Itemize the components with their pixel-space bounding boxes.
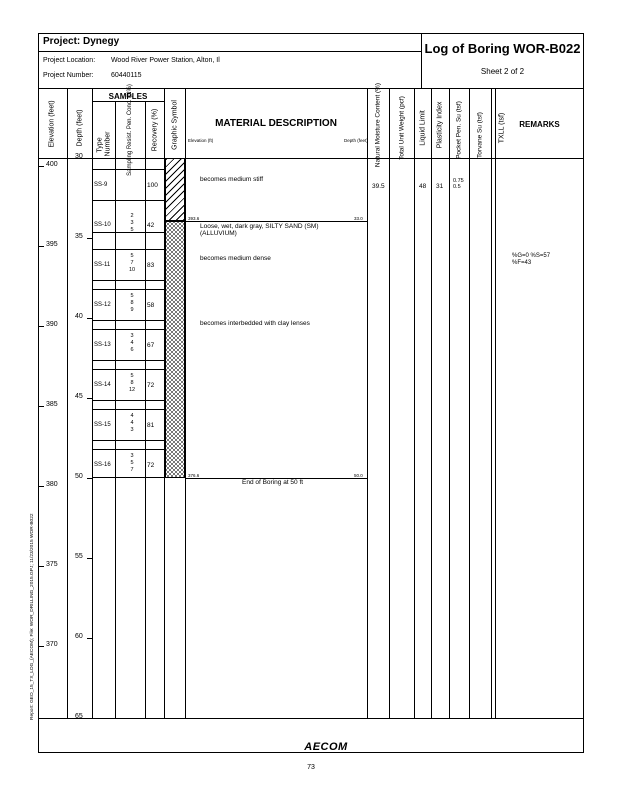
material-description-header: MATERIAL DESCRIPTION [215,118,337,129]
recovery-value: 58 [147,302,155,309]
log-bottom-line [38,718,584,719]
surface-elevation-label: Elevation (ft) [188,138,214,143]
project-number-row [43,72,142,79]
unit-weight-header: Total Unit Weight (pcf) [398,96,406,160]
elev-tick-380: 380 [46,481,58,488]
recovery-value: 83 [147,262,155,269]
blow-counts: 3 4 6 [130,333,134,353]
sample-id: SS-12 [94,302,111,308]
col-line-material [367,88,368,718]
project-location-label: Project Location: [43,57,96,64]
file-path-note: Report: GEO_15_TX_LOG_(AECOM); File: WOR_DRILLING_2015.GPJ; 11/23/2015 WOR-B022 [30,513,35,720]
elev-tick-390: 390 [46,321,58,328]
end-of-boring: End of Boring at 50 ft [242,479,304,486]
col-line-torvane [491,88,492,718]
col-line-pi [449,88,450,718]
elev-tick-mark [39,166,44,167]
description-silty-sand: Loose, wet, dark gray, SILTY SAND (SM) (ALLUVIUM) [200,223,319,237]
recovery-value: 42 [147,222,155,229]
depth-header: Depth (feet) [76,109,84,147]
elev-tick-395: 395 [46,241,58,248]
liquid-limit-value: 48 [419,183,427,190]
pocket-pen-value: 0.75 0.5 [453,178,464,190]
blow-counts: 4 4 3 [130,413,134,433]
type-header: Type [96,137,104,153]
blow-counts: 2 3 5 [130,213,134,233]
depth-tick-mark [87,638,92,639]
col-line-weight [414,88,415,718]
elev-tick-mark [39,406,44,407]
project-name: Dynegy [83,36,120,47]
elev-tick-mark [39,246,44,247]
depth-tick-50: 50 [75,473,83,480]
depth-tick-45: 45 [75,393,83,400]
depth-tick-60: 60 [75,633,83,640]
pocket-pen-header: Pocket Pen. Su (tsf) [455,101,463,159]
remarks-text: %G=0 %S=57 %F=43 [512,253,551,266]
sample-id: SS-10 [94,222,111,228]
number-header: Number [104,131,112,157]
sample-id: SS-15 [94,422,111,428]
col-line-ll [431,88,432,718]
recovery-value: 72 [147,382,155,389]
samples-header: SAMPLES [108,92,148,101]
project-location-value: Wood River Power Station, Alton, Il [110,57,220,64]
description-medium-dense: becomes medium dense [200,255,271,262]
blow-counts: 5 7 10 [128,253,136,273]
stratum-depth: 33.0 [354,216,363,221]
depth-tick-mark [87,478,92,479]
recovery-value: 81 [147,422,155,429]
project-label: Project: [43,36,81,47]
txll-header: TXLL (tsf) [498,112,506,144]
sample-id: SS-14 [94,382,111,388]
stratum-boundary-33 [186,221,367,222]
graphic-symbol-header: Graphic Symbol [171,100,179,150]
recovery-value: 100 [147,182,158,189]
elev-tick-400: 400 [46,161,58,168]
remarks-header: REMARKS [519,120,560,129]
elev-tick-370: 370 [46,641,58,648]
depth-tick-65: 65 [75,713,83,720]
header-divider-left [38,51,421,52]
col-line-moisture [389,88,390,718]
col-line-graphic [185,88,186,718]
col-line-txll [495,88,496,718]
depth-tick-30: 30 [75,153,83,160]
torvane-header: Torvane Su (tsf) [476,112,484,158]
elev-tick-375: 375 [46,561,58,568]
elev-tick-mark [39,566,44,567]
plasticity-index-value: 31 [436,183,444,190]
aecom-logo: AECOM [304,741,348,753]
moisture-header: Natural Moisture Content (%) [374,82,382,168]
elev-tick-mark [39,486,44,487]
stratum-elevation: 376.6 [188,473,200,478]
plasticity-index-header: Plasticity Index [436,101,444,149]
description-medium-stiff: becomes medium stiff [200,176,264,183]
sample-id: SS-11 [94,262,111,268]
project-number-value: 60440115 [110,72,142,79]
project-title [43,36,119,47]
clay-graphic-symbol [165,158,185,221]
project-number-label: Project Number: [43,72,94,79]
recovery-value: 72 [147,462,155,469]
col-line-pocket [469,88,470,718]
project-location-row [43,57,220,64]
header-divider [38,88,584,89]
log-title: Log of Boring WOR-B022 [424,41,581,56]
col-line-depth [67,88,68,718]
sample-id: SS-16 [94,462,111,468]
sample-id: SS-13 [94,342,111,348]
blow-counts: 3 5 7 [130,453,134,473]
sampling-resist-header: Sampling Resist. Pen. Conc. (N%) [127,84,133,176]
sheet-number: Sheet 2 of 2 [480,67,525,76]
elevation-header: Elevation (feet) [48,100,56,148]
sample-id: SS-9 [94,182,108,188]
blow-counts: 5 8 9 [130,293,134,313]
depth-tick-55: 55 [75,553,83,560]
elev-tick-385: 385 [46,401,58,408]
depth-tick-mark [87,238,92,239]
depth-tick-40: 40 [75,313,83,320]
surface-depth-label: Depth (feet) [344,138,368,143]
elev-tick-mark [39,326,44,327]
moisture-value: 39.5 [372,183,385,190]
column-header-bottom [38,158,584,159]
page-number: 73 [307,764,315,771]
stratum-depth: 50.0 [354,473,363,478]
stratum-elevation: 393.6 [188,216,200,221]
silty-sand-graphic-symbol [165,221,185,478]
elev-tick-mark [39,646,44,647]
blow-counts: 5 8 12 [128,373,136,393]
liquid-limit-header: Liquid Limit [419,110,427,146]
recovery-header: Recovery (%) [151,108,159,152]
recovery-value: 67 [147,342,155,349]
depth-tick-35: 35 [75,233,83,240]
description-interbedded: becomes interbedded with clay lenses [200,320,310,327]
depth-tick-mark [87,558,92,559]
